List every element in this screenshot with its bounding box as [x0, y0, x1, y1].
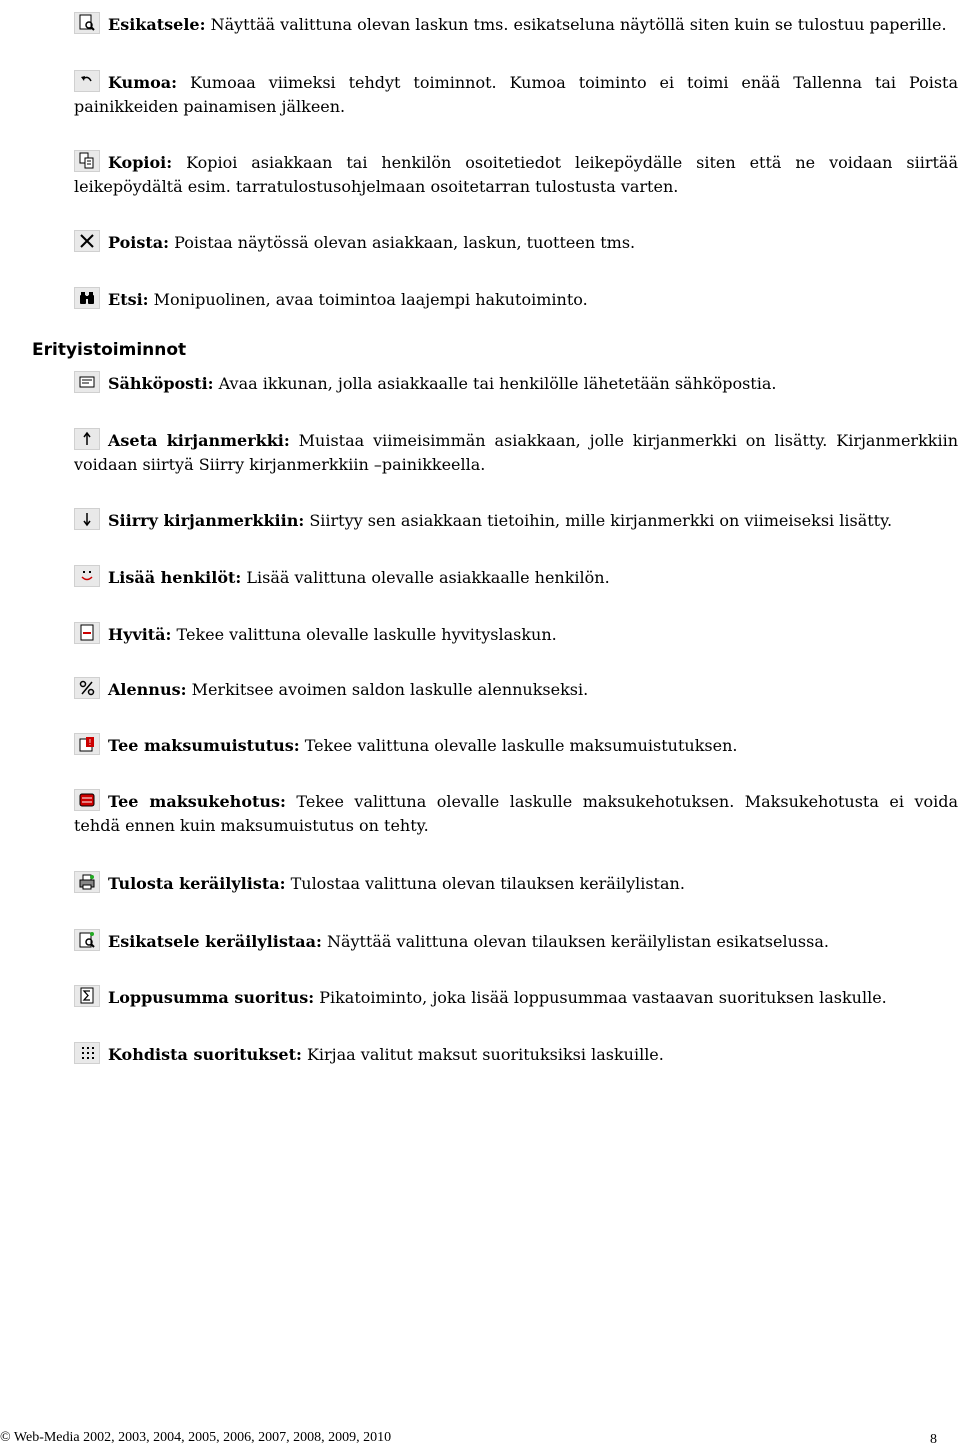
entry-siirry-kirjanmerkkiin: Siirry kirjanmerkkiin: Siirtyy sen asiakkaan tietoihin, mille kirjanmerkki on viimeiseksi lisätty. [74, 508, 958, 533]
email-icon [74, 371, 100, 393]
entry-lisaa-henkilot: Lisää henkilöt: Lisää valittuna olevalle asiakkaalle henkilön. [74, 565, 958, 590]
entry-tulosta-kerailylista: Tulosta keräilylista: Tulostaa valittuna olevan tilauksen keräilylistan. [74, 871, 958, 896]
delete-icon [74, 230, 100, 252]
preview-picklist-icon [74, 929, 100, 951]
arrow-down-icon [74, 508, 100, 530]
percent-icon [74, 677, 100, 699]
reminder-icon [74, 733, 100, 755]
footer-copyright: © Web-Media 2002, 2003, 2004, 2005, 2006, 2007, 2008, 2009, 2010 [0, 1430, 392, 1445]
demand-icon [74, 789, 100, 811]
list-icon [74, 1042, 100, 1064]
entry-maksumuistutus: ! Tee maksumuistutus: Tekee valittuna olevalle laskulle maksumuistutuksen. [74, 733, 958, 758]
print-preview-icon [74, 12, 100, 34]
entry-kopioi: Kopioi: Kopioi asiakkaan tai henkilön osoitetiedot leikepöydälle siten että ne voidaan siirtää leikepöydältä esim. tarratulostusohjelmaan osoitetarran tulostusta varten. [74, 150, 958, 199]
entry-kumoa: Kumoa: Kumoaa viimeksi tehdyt toiminnot. Kumoa toiminto ei toimi enää Tallenna tai Poista painikkeiden painamisen jälkeen. [74, 70, 958, 119]
svg-text:!: ! [88, 738, 92, 747]
section-heading: Erityistoiminnot [32, 340, 187, 360]
undo-icon [74, 70, 100, 92]
entry-kohdista-suoritukset: Kohdista suoritukset: Kirjaa valitut maksut suorituksiksi laskuille. [74, 1042, 958, 1067]
credit-note-icon [74, 622, 100, 644]
entry-aseta-kirjanmerkki: Aseta kirjanmerkki: Muistaa viimeisimmän asiakkaan, jolle kirjanmerkki on lisätty. Kirjanmerkkiin voidaan siirtyä Siirry kirjanmerkkiin –painikkeella. [74, 428, 958, 477]
entry-esikatsele: Esikatsele: Näyttää valittuna olevan laskun tms. esikatseluna näytöllä siten kuin se tulostuu paperille. [74, 12, 958, 37]
sum-icon [74, 985, 100, 1007]
entry-esikatsele-kerailylistaa: Esikatsele keräilylistaa: Näyttää valittuna olevan tilauksen keräilylistan esikatselussa. [74, 929, 958, 954]
entry-loppusumma-suoritus: Loppusumma suoritus: Pikatoiminto, joka lisää loppusummaa vastaavan suorituksen laskulle. [74, 985, 958, 1010]
entry-maksukehotus: Tee maksukehotus: Tekee valittuna olevalle laskulle maksukehotuksen. Maksukehotusta ei voida tehdä ennen kuin maksumuistutus on tehty. [74, 789, 958, 838]
entry-sahkoposti: Sähköposti: Avaa ikkunan, jolla asiakkaalle tai henkilölle lähetetään sähköpostia. [74, 371, 958, 396]
printer-icon [74, 871, 100, 893]
entry-poista: Poista: Poistaa näytössä olevan asiakkaan, laskun, tuotteen tms. [74, 230, 958, 255]
copy-icon [74, 150, 100, 172]
entry-hyvita: Hyvitä: Tekee valittuna olevalle laskulle hyvityslaskun. [74, 622, 958, 647]
entry-etsi: Etsi: Monipuolinen, avaa toimintoa laajempi hakutoiminto. [74, 287, 958, 312]
entry-alennus: Alennus: Merkitsee avoimen saldon laskulle alennukseksi. [74, 677, 958, 702]
page-number: 8 [930, 1432, 937, 1447]
smiley-icon [74, 565, 100, 587]
arrow-up-icon [74, 428, 100, 450]
binoculars-icon [74, 287, 100, 309]
